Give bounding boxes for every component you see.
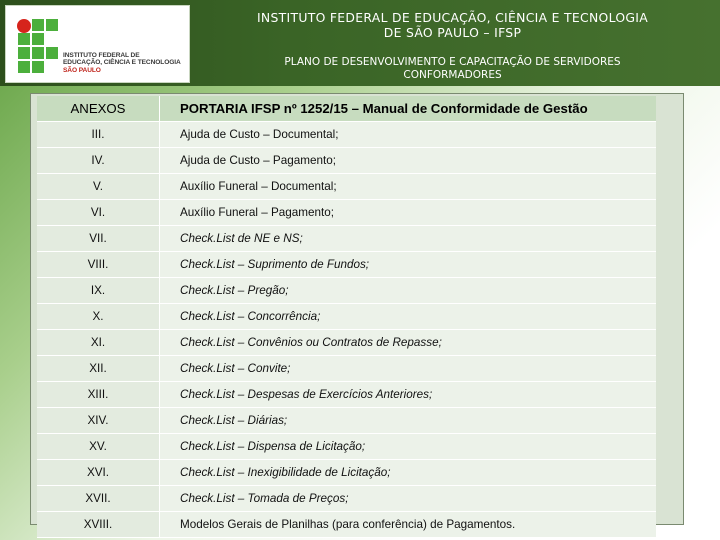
institution-title-line-1: INSTITUTO FEDERAL DE EDUCAÇÃO, CIÊNCIA E TECNOLOGIA bbox=[256, 10, 649, 25]
annex-title: Check.List – Convênios ou Contratos de Repasse; bbox=[160, 330, 657, 356]
table-row bbox=[37, 486, 656, 512]
table-row bbox=[37, 200, 656, 226]
header-banner bbox=[0, 0, 720, 86]
institution-title-line-2: DE SÃO PAULO – IFSP bbox=[383, 25, 522, 40]
annex-title: Check.List – Inexigibilidade de Licitação; bbox=[160, 460, 657, 486]
annex-title: Check.List – Tomada de Preços; bbox=[160, 486, 657, 512]
table-row bbox=[37, 434, 656, 460]
annex-title: Check.List – Suprimento de Fundos; bbox=[160, 252, 657, 278]
header-annex-column: ANEXOS bbox=[37, 96, 160, 122]
table-row bbox=[37, 226, 656, 252]
annex-title: Check.List – Dispensa de Licitação; bbox=[160, 434, 657, 460]
table-row bbox=[37, 278, 656, 304]
plan-title-line-1: PLANO DE DESENVOLVIMENTO E CAPACITAÇÃO DE SERVIDORES bbox=[284, 56, 621, 68]
logo-red-dot bbox=[17, 19, 31, 33]
annex-number: XVII. bbox=[37, 486, 160, 512]
annex-number: XI. bbox=[37, 330, 160, 356]
annex-number: XVI. bbox=[37, 460, 160, 486]
table-row bbox=[37, 460, 656, 486]
annex-title: Check.List – Pregão; bbox=[160, 278, 657, 304]
annex-number: XIII. bbox=[37, 382, 160, 408]
annex-title: Modelos Gerais de Planilhas (para conferência) de Pagamentos. bbox=[160, 512, 657, 538]
header-title-column: PORTARIA IFSP nº 1252/15 – Manual de Conformidade de Gestão bbox=[160, 96, 657, 122]
annex-number: VII. bbox=[37, 226, 160, 252]
annex-number: VI. bbox=[37, 200, 160, 226]
annex-number: XVIII. bbox=[37, 512, 160, 538]
annex-title: Check.List de NE e NS; bbox=[160, 226, 657, 252]
table-row bbox=[37, 382, 656, 408]
annex-number: XIV. bbox=[37, 408, 160, 434]
plan-title bbox=[200, 56, 705, 81]
annex-title: Auxílio Funeral – Documental; bbox=[160, 174, 657, 200]
table-row bbox=[37, 330, 656, 356]
annex-title: Check.List – Diárias; bbox=[160, 408, 657, 434]
annex-number: XII. bbox=[37, 356, 160, 382]
table-row bbox=[37, 148, 656, 174]
table-row bbox=[37, 304, 656, 330]
plan-title-line-2: CONFORMADORES bbox=[403, 68, 502, 81]
table-header-row bbox=[37, 96, 656, 122]
table-row bbox=[37, 512, 656, 538]
annex-number: III. bbox=[37, 122, 160, 148]
annex-number: X. bbox=[37, 304, 160, 330]
annex-title: Ajuda de Custo – Documental; bbox=[160, 122, 657, 148]
annex-table bbox=[37, 96, 656, 538]
logo-line-1: INSTITUTO FEDERAL DE bbox=[63, 52, 140, 59]
annex-title: Auxílio Funeral – Pagamento; bbox=[160, 200, 657, 226]
annex-number: VIII. bbox=[37, 252, 160, 278]
logo-line-2: EDUCAÇÃO, CIÊNCIA E TECNOLOGIA bbox=[63, 59, 181, 67]
table-row bbox=[37, 122, 656, 148]
table-row bbox=[37, 408, 656, 434]
table-row bbox=[37, 252, 656, 278]
table-row bbox=[37, 174, 656, 200]
annex-title: Check.List – Concorrência; bbox=[160, 304, 657, 330]
annex-title: Check.List – Convite; bbox=[160, 356, 657, 382]
annex-number: IV. bbox=[37, 148, 160, 174]
logo-text bbox=[63, 52, 191, 74]
annex-title: Ajuda de Custo – Pagamento; bbox=[160, 148, 657, 174]
table-row bbox=[37, 356, 656, 382]
ifsp-logo-icon bbox=[11, 12, 57, 84]
institution-logo bbox=[5, 5, 190, 83]
annex-number: XV. bbox=[37, 434, 160, 460]
annex-number: V. bbox=[37, 174, 160, 200]
logo-line-3: SÃO PAULO bbox=[63, 66, 101, 74]
institution-title bbox=[200, 10, 705, 40]
annex-number: IX. bbox=[37, 278, 160, 304]
annex-title: Check.List – Despesas de Exercícios Anteriores; bbox=[160, 382, 657, 408]
